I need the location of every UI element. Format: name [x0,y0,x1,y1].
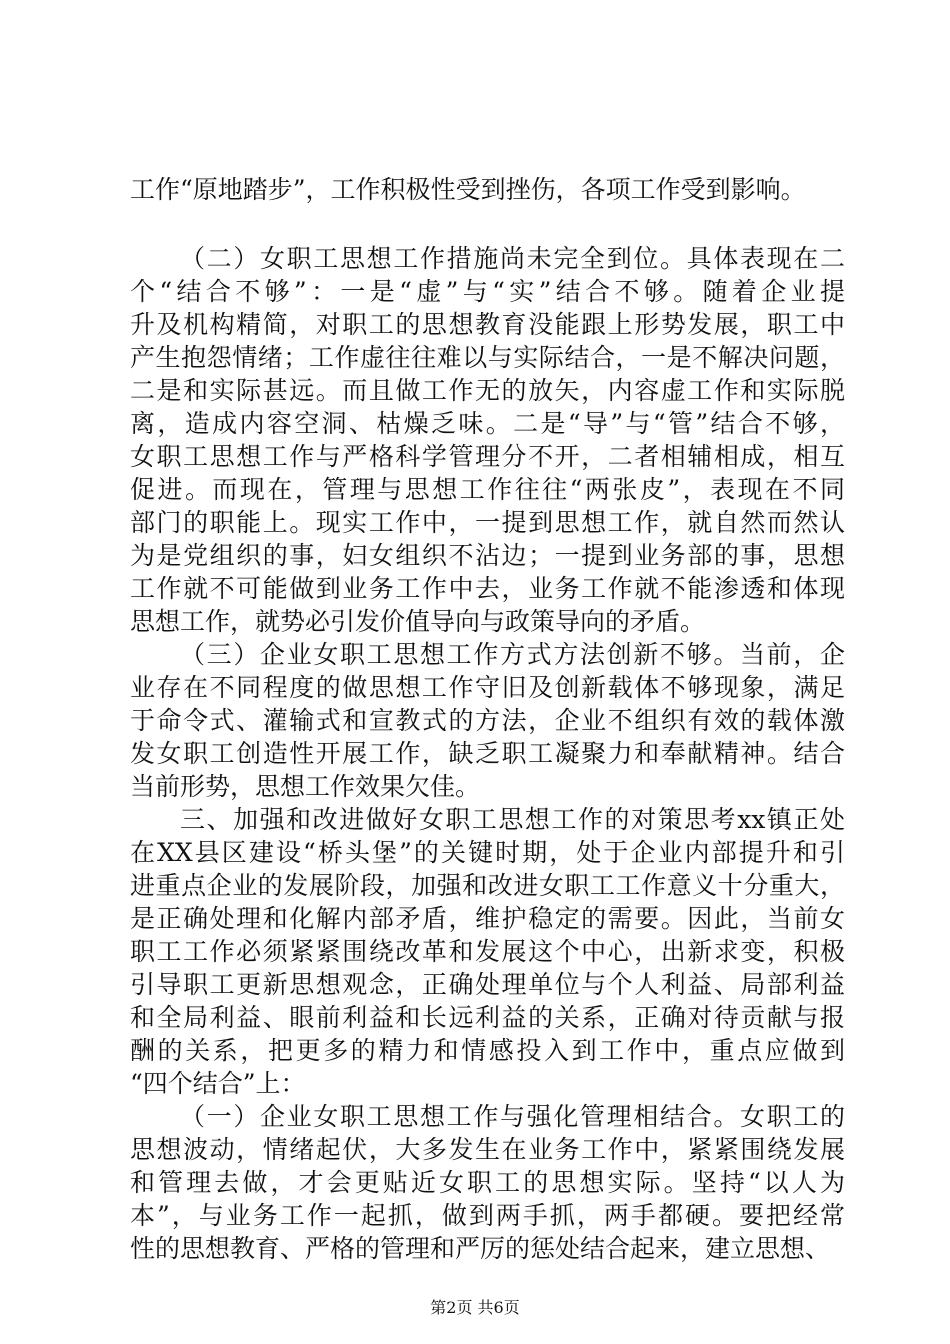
paragraph-p3 [130,638,845,803]
paragraph-p1 [130,173,845,206]
paragraph-p5 [130,1100,845,1265]
text-line: 工作“原地踏步”，工作积极性受到挫伤，各项工作受到影响。 [130,175,806,204]
text-line: 工作就不可能做到业务工作中去，业务工作就不能渗透和体现 [130,574,845,603]
text-line: 促进。而现在，管理与思想工作往往“两张皮”，表现在不同 [130,475,845,504]
text-line: 引导职工更新思想观念，正确处理单位与个人利益、局部利益 [130,970,845,999]
text-line: 部门的职能上。现实工作中，一提到思想工作，就自然而然认 [130,508,845,537]
text-line: 思想工作，就势必引发价值导向与政策导向的矛盾。 [130,607,706,636]
text-line: 和全局利益、眼前利益和长远利益的关系，正确对待贡献与报 [130,1003,845,1032]
text-line: 酬的关系，把更多的精力和情感投入到工作中，重点应做到 [130,1036,845,1065]
text-line: 产生抱怨情绪；工作虚往往难以与实际结合，一是不解决问题， [130,343,845,372]
text-line: 思想波动，情绪起伏，大多发生在业务工作中，紧紧围绕发展 [130,1135,845,1164]
text-line: 进重点企业的发展阶段，加强和改进女职工工作意义十分重大， [130,871,845,900]
paragraph-p2 [130,242,845,638]
text-line: 发女职工创造性开展工作，缺乏职工凝聚力和奉献精神。结合 [130,739,845,768]
text-line: 和管理去做，才会更贴近女职工的思想实际。坚持“以人为 [130,1168,845,1197]
text-line: 职工工作必须紧紧围绕改革和发展这个中心，出新求变，积极 [130,937,845,966]
text-line: 是正确处理和化解内部矛盾，维护稳定的需要。因此，当前女 [130,904,845,933]
text-line: （二）女职工思想工作措施尚未完全到位。具体表现在二 [180,244,845,273]
text-line: 三、加强和改进做好女职工思想工作的对策思考xx镇正处 [180,805,845,834]
text-line: 于命令式、灌输式和宣教式的方法，企业不组织有效的载体激 [130,706,845,735]
text-line: 当前形势，思想工作效果欠佳。 [130,772,481,801]
text-line: 女职工思想工作与严格科学管理分不开，二者相辅相成，相互 [130,442,845,471]
text-line: 在XX县区建设“桥头堡”的关键时期，处于企业内部提升和引 [130,838,845,867]
document-body [130,173,845,1265]
text-line: “四个结合”上： [130,1069,306,1098]
text-line: 本”，与业务工作一起抓，做到两手抓，两手都硬。要把经常 [130,1201,845,1230]
text-line: 为是党组织的事，妇女组织不沾边；一提到业务部的事，思想 [130,541,845,570]
text-line: 性的思想教育、严格的管理和严厉的惩处结合起来，建立思想、 [130,1234,831,1263]
paragraph-p4 [130,803,845,1100]
text-line: 离，造成内容空洞、枯燥乏味。二是“导”与“管”结合不够， [130,409,845,438]
text-line: （三）企业女职工思想工作方式方法创新不够。当前，企 [180,640,845,669]
text-line: 升及机构精简，对职工的思想教育没能跟上形势发展，职工中 [130,310,845,339]
paragraph-gap [130,206,845,242]
text-line: 二是和实际甚远。而且做工作无的放矢，内容虚工作和实际脱 [130,376,845,405]
text-line: 个“结合不够”：一是“虚”与“实”结合不够。随着企业提 [130,277,845,306]
text-line: （一）企业女职工思想工作与强化管理相结合。女职工的 [180,1102,845,1131]
text-line: 业存在不同程度的做思想工作守旧及创新载体不够现象，满足 [130,673,845,702]
page-footer: 第2页 共6页 [430,1298,520,1317]
